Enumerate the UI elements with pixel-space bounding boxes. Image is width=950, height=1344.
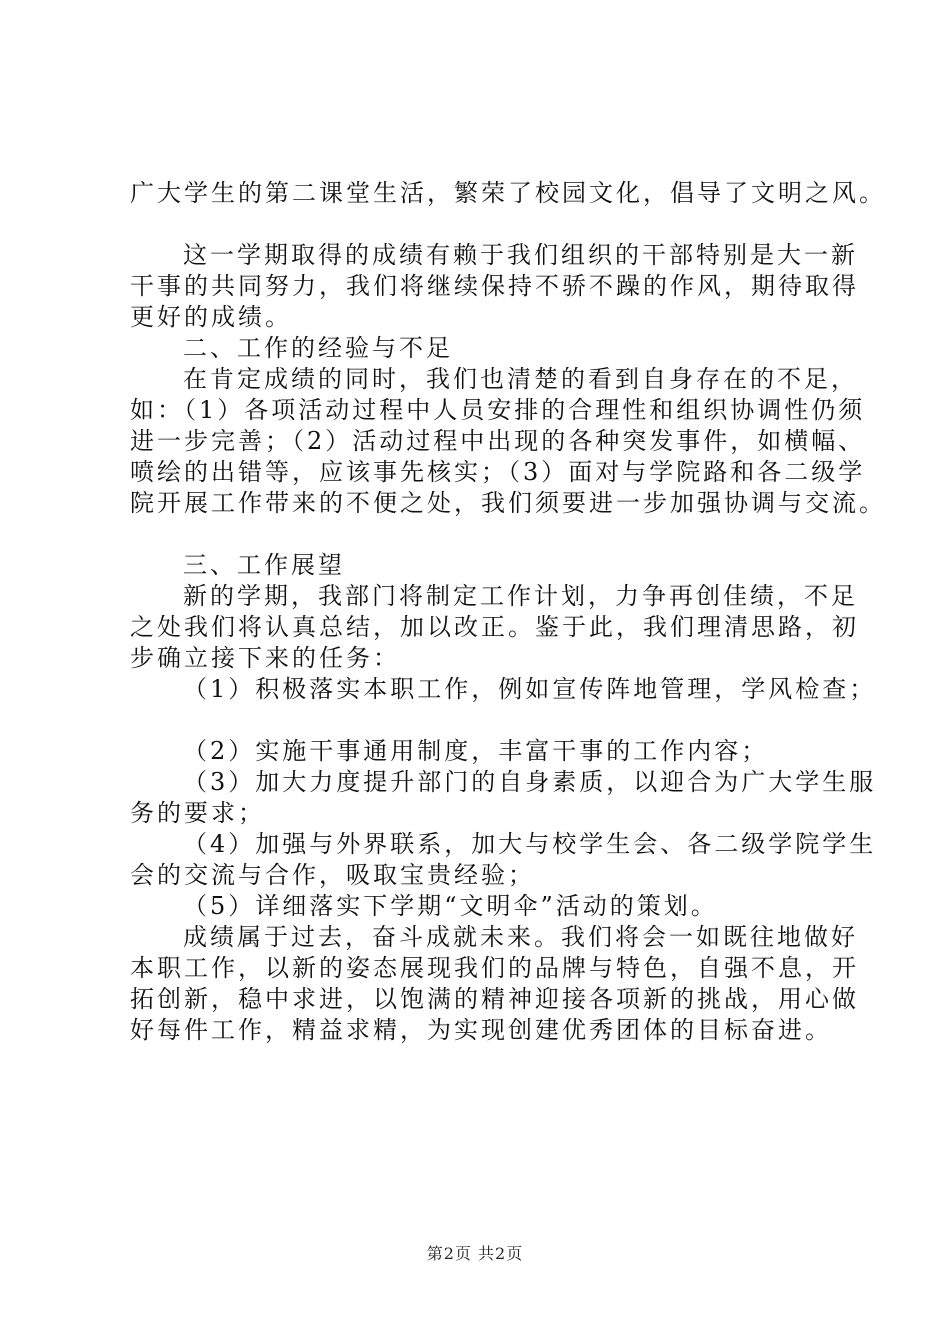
- text-line: 会的交流与合作，吸取宝贵经验；: [130, 861, 535, 889]
- text-line: 好每件工作，精益求精，为实现创建优秀团体的目标奋进。: [130, 1016, 832, 1044]
- text-line: 步确立接下来的任务：: [130, 644, 400, 672]
- text-line: 院开展工作带来的不便之处，我们须要进一步加强协调与交流。: [130, 489, 886, 517]
- text-line: 务的要求；: [130, 799, 265, 827]
- text-line: 之处我们将认真总结，加以改正。鉴于此，我们理清思路，初: [130, 613, 859, 641]
- text-line: 这一学期取得的成绩有赖于我们组织的干部特别是大一新: [183, 241, 858, 269]
- text-line: 喷绘的出错等，应该事先核实；（3）面对与学院路和各二级学: [130, 458, 866, 486]
- section-heading: 三、工作展望: [183, 551, 345, 579]
- text-line: 在肯定成绩的同时，我们也清楚的看到自身存在的不足，: [183, 365, 858, 393]
- list-item: （3）加大力度提升部门的自身素质，以迎合为广大学生服: [183, 768, 877, 796]
- text-line: 拓创新，稳中求进，以饱满的精神迎接各项新的挑战，用心做: [130, 985, 859, 1013]
- list-item: （1）积极落实本职工作，例如宣传阵地管理，学风检查；: [183, 675, 877, 703]
- section-heading: 二、工作的经验与不足: [183, 334, 453, 362]
- text-line: 进一步完善；（2）活动过程中出现的各种突发事件，如横幅、: [130, 427, 866, 455]
- text-line: 广大学生的第二课堂生活，繁荣了校园文化，倡导了文明之风。: [130, 179, 886, 207]
- list-item: （4）加强与外界联系，加大与校学生会、各二级学院学生: [183, 830, 877, 858]
- text-line: 成绩属于过去，奋斗成就未来。我们将会一如既往地做好: [183, 923, 858, 951]
- text-line: 更好的成绩。: [130, 303, 292, 331]
- text-line: 如：（1）各项活动过程中人员安排的合理性和组织协调性仍须: [130, 396, 866, 424]
- text-line: 干事的共同努力，我们将继续保持不骄不躁的作风，期待取得: [130, 272, 859, 300]
- text-line: 本职工作，以新的姿态展现我们的品牌与特色，自强不息，开: [130, 954, 859, 982]
- list-item: （5）详细落实下学期“文明伞”活动的策划。: [183, 892, 718, 920]
- page-footer: 第2页 共2页: [426, 1244, 524, 1263]
- text-line: 新的学期，我部门将制定工作计划，力争再创佳绩，不足: [183, 582, 858, 610]
- list-item: （2）实施干事通用制度，丰富干事的工作内容；: [183, 737, 769, 765]
